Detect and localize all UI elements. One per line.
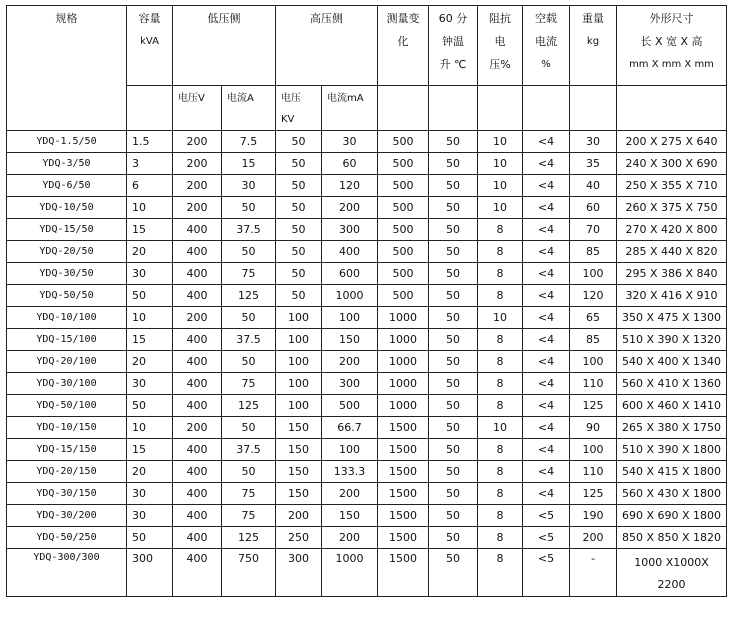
cell-dimensions: 1000 X1000X 2200 xyxy=(617,549,727,597)
cell-hv-voltage: 50 xyxy=(276,131,322,153)
cell-lv-voltage: 200 xyxy=(173,417,222,439)
cell-hv-current: 600 xyxy=(322,263,378,285)
table-row xyxy=(7,527,727,549)
cell-lv-current: 37.5 xyxy=(222,439,276,461)
cell-noload-current: <4 xyxy=(523,483,570,505)
cell-ratio: 1500 xyxy=(378,461,429,483)
cell-temp-rise: 50 xyxy=(429,329,478,351)
cell-impedance: 8 xyxy=(478,483,523,505)
cell-dimensions: 600 X 460 X 1410 xyxy=(617,395,727,417)
cell-dimensions: 270 X 420 X 800 xyxy=(617,219,727,241)
cell-model: YDQ-50/250 xyxy=(7,527,127,549)
cell-lv-current: 50 xyxy=(222,461,276,483)
cell-noload-current: <4 xyxy=(523,263,570,285)
cell-dimensions: 260 X 375 X 750 xyxy=(617,197,727,219)
cell-dimensions: 265 X 380 X 1750 xyxy=(617,417,727,439)
cell-impedance: 8 xyxy=(478,241,523,263)
cell-weight: 60 xyxy=(570,197,617,219)
cell-temp-rise: 50 xyxy=(429,395,478,417)
cell-model: YDQ-30/100 xyxy=(7,373,127,395)
cell-model: YDQ-30/200 xyxy=(7,505,127,527)
header-high-voltage-side: 高压侧 xyxy=(276,6,378,86)
cell-ratio: 500 xyxy=(378,241,429,263)
cell-hv-voltage: 100 xyxy=(276,307,322,329)
cell-weight: 85 xyxy=(570,329,617,351)
header-weight: 重量 kg xyxy=(570,6,617,86)
cell-impedance: 8 xyxy=(478,351,523,373)
cell-lv-voltage: 400 xyxy=(173,439,222,461)
cell-capacity: 20 xyxy=(127,241,173,263)
cell-ratio: 500 xyxy=(378,197,429,219)
cell-dimensions: 510 X 390 X 1320 xyxy=(617,329,727,351)
cell-ratio: 500 xyxy=(378,263,429,285)
header-low-voltage-side: 低压侧 xyxy=(173,6,276,86)
table-row xyxy=(7,329,727,351)
cell-hv-current: 400 xyxy=(322,241,378,263)
cell-capacity: 30 xyxy=(127,373,173,395)
cell-hv-current: 100 xyxy=(322,439,378,461)
table-row xyxy=(7,483,727,505)
table-row xyxy=(7,395,727,417)
cell-noload-current: <4 xyxy=(523,197,570,219)
cell-temp-rise: 50 xyxy=(429,351,478,373)
cell-lv-voltage: 400 xyxy=(173,395,222,417)
cell-hv-voltage: 250 xyxy=(276,527,322,549)
cell-model: YDQ-30/50 xyxy=(7,263,127,285)
cell-temp-rise: 50 xyxy=(429,219,478,241)
cell-impedance: 8 xyxy=(478,461,523,483)
cell-model: YDQ-20/100 xyxy=(7,351,127,373)
cell-model: YDQ-50/50 xyxy=(7,285,127,307)
cell-weight: 200 xyxy=(570,527,617,549)
table-row xyxy=(7,351,727,373)
cell-ratio: 500 xyxy=(378,131,429,153)
cell-lv-current: 50 xyxy=(222,197,276,219)
cell-hv-current: 150 xyxy=(322,505,378,527)
cell-impedance: 8 xyxy=(478,285,523,307)
cell-hv-current: 66.7 xyxy=(322,417,378,439)
cell-weight: 65 xyxy=(570,307,617,329)
cell-hv-voltage: 150 xyxy=(276,439,322,461)
cell-temp-rise: 50 xyxy=(429,461,478,483)
header-blank xyxy=(570,86,617,131)
cell-dimensions: 690 X 690 X 1800 xyxy=(617,505,727,527)
table-row xyxy=(7,461,727,483)
cell-lv-current: 125 xyxy=(222,395,276,417)
cell-ratio: 1000 xyxy=(378,307,429,329)
cell-lv-voltage: 400 xyxy=(173,461,222,483)
cell-model: YDQ-10/50 xyxy=(7,197,127,219)
cell-impedance: 10 xyxy=(478,131,523,153)
cell-dimensions: 560 X 410 X 1360 xyxy=(617,373,727,395)
cell-weight: 70 xyxy=(570,219,617,241)
cell-hv-current: 200 xyxy=(322,483,378,505)
cell-weight: 110 xyxy=(570,461,617,483)
cell-temp-rise: 50 xyxy=(429,373,478,395)
header-hv-current: 电流mA xyxy=(322,86,378,131)
cell-hv-current: 100 xyxy=(322,307,378,329)
cell-noload-current: <4 xyxy=(523,307,570,329)
cell-lv-current: 30 xyxy=(222,175,276,197)
cell-weight: 35 xyxy=(570,153,617,175)
cell-capacity: 6 xyxy=(127,175,173,197)
cell-noload-current: <4 xyxy=(523,351,570,373)
cell-noload-current: <4 xyxy=(523,285,570,307)
cell-impedance: 8 xyxy=(478,263,523,285)
header-capacity: 容量 kVA xyxy=(127,6,173,86)
header-blank xyxy=(523,86,570,131)
cell-dimensions: 295 X 386 X 840 xyxy=(617,263,727,285)
cell-temp-rise: 50 xyxy=(429,131,478,153)
cell-ratio: 1000 xyxy=(378,395,429,417)
cell-hv-voltage: 150 xyxy=(276,417,322,439)
cell-hv-current: 1000 xyxy=(322,549,378,597)
cell-hv-voltage: 100 xyxy=(276,351,322,373)
header-impedance-voltage: 阻抗 电 压% xyxy=(478,6,523,86)
cell-impedance: 8 xyxy=(478,329,523,351)
cell-model: YDQ-20/50 xyxy=(7,241,127,263)
cell-temp-rise: 50 xyxy=(429,263,478,285)
cell-ratio: 1500 xyxy=(378,549,429,597)
cell-capacity: 300 xyxy=(127,549,173,597)
cell-impedance: 10 xyxy=(478,417,523,439)
header-lv-current: 电流A xyxy=(222,86,276,131)
cell-noload-current: <4 xyxy=(523,417,570,439)
cell-lv-voltage: 400 xyxy=(173,263,222,285)
cell-capacity: 20 xyxy=(127,461,173,483)
cell-lv-voltage: 400 xyxy=(173,527,222,549)
cell-lv-current: 125 xyxy=(222,285,276,307)
cell-dimensions: 510 X 390 X 1800 xyxy=(617,439,727,461)
cell-lv-voltage: 200 xyxy=(173,197,222,219)
cell-dimensions: 350 X 475 X 1300 xyxy=(617,307,727,329)
header-ratio: 测量变 化 xyxy=(378,6,429,86)
cell-lv-current: 75 xyxy=(222,373,276,395)
cell-hv-voltage: 100 xyxy=(276,373,322,395)
header-blank xyxy=(478,86,523,131)
cell-weight: 40 xyxy=(570,175,617,197)
table-row xyxy=(7,153,727,175)
cell-dimensions: 850 X 850 X 1820 xyxy=(617,527,727,549)
cell-lv-current: 75 xyxy=(222,483,276,505)
cell-lv-current: 37.5 xyxy=(222,219,276,241)
cell-ratio: 1500 xyxy=(378,439,429,461)
table-row xyxy=(7,505,727,527)
cell-ratio: 1500 xyxy=(378,483,429,505)
cell-capacity: 50 xyxy=(127,527,173,549)
cell-noload-current: <5 xyxy=(523,527,570,549)
cell-lv-voltage: 200 xyxy=(173,153,222,175)
header-blank xyxy=(617,86,727,131)
table-row xyxy=(7,373,727,395)
cell-ratio: 1000 xyxy=(378,351,429,373)
cell-lv-current: 750 xyxy=(222,549,276,597)
cell-ratio: 1500 xyxy=(378,417,429,439)
cell-model: YDQ-300/300 xyxy=(7,549,127,597)
header-noload-current: 空载 电流 % xyxy=(523,6,570,86)
cell-impedance: 10 xyxy=(478,307,523,329)
cell-impedance: 10 xyxy=(478,175,523,197)
table-row xyxy=(7,219,727,241)
cell-model: YDQ-10/100 xyxy=(7,307,127,329)
header-lv-voltage: 电压V xyxy=(173,86,222,131)
table-row xyxy=(7,241,727,263)
cell-model: YDQ-15/50 xyxy=(7,219,127,241)
cell-lv-voltage: 400 xyxy=(173,329,222,351)
cell-lv-current: 50 xyxy=(222,241,276,263)
cell-lv-voltage: 400 xyxy=(173,549,222,597)
cell-hv-voltage: 150 xyxy=(276,483,322,505)
cell-hv-current: 200 xyxy=(322,351,378,373)
cell-temp-rise: 50 xyxy=(429,505,478,527)
cell-temp-rise: 50 xyxy=(429,175,478,197)
cell-weight: 120 xyxy=(570,285,617,307)
cell-model: YDQ-1.5/50 xyxy=(7,131,127,153)
cell-impedance: 8 xyxy=(478,527,523,549)
cell-hv-voltage: 100 xyxy=(276,329,322,351)
cell-model: YDQ-3/50 xyxy=(7,153,127,175)
cell-ratio: 500 xyxy=(378,153,429,175)
cell-weight: 125 xyxy=(570,483,617,505)
cell-weight: 125 xyxy=(570,395,617,417)
cell-ratio: 500 xyxy=(378,219,429,241)
cell-lv-voltage: 400 xyxy=(173,373,222,395)
cell-hv-voltage: 300 xyxy=(276,549,322,597)
cell-hv-current: 300 xyxy=(322,219,378,241)
cell-impedance: 10 xyxy=(478,153,523,175)
cell-dimensions: 250 X 355 X 710 xyxy=(617,175,727,197)
cell-lv-current: 75 xyxy=(222,263,276,285)
cell-capacity: 30 xyxy=(127,263,173,285)
cell-noload-current: <4 xyxy=(523,461,570,483)
table-row xyxy=(7,263,727,285)
cell-dimensions: 320 X 416 X 910 xyxy=(617,285,727,307)
cell-capacity: 10 xyxy=(127,307,173,329)
cell-temp-rise: 50 xyxy=(429,417,478,439)
cell-hv-current: 300 xyxy=(322,373,378,395)
cell-ratio: 1000 xyxy=(378,373,429,395)
cell-hv-voltage: 50 xyxy=(276,241,322,263)
cell-lv-voltage: 200 xyxy=(173,175,222,197)
header-blank xyxy=(429,86,478,131)
cell-hv-current: 30 xyxy=(322,131,378,153)
table-row xyxy=(7,285,727,307)
cell-ratio: 1500 xyxy=(378,505,429,527)
cell-capacity: 30 xyxy=(127,505,173,527)
cell-hv-voltage: 50 xyxy=(276,175,322,197)
cell-capacity: 3 xyxy=(127,153,173,175)
cell-capacity: 20 xyxy=(127,351,173,373)
table-row xyxy=(7,307,727,329)
cell-model: YDQ-6/50 xyxy=(7,175,127,197)
cell-model: YDQ-15/100 xyxy=(7,329,127,351)
table-row xyxy=(7,439,727,461)
table-row xyxy=(7,197,727,219)
cell-lv-voltage: 400 xyxy=(173,505,222,527)
cell-lv-voltage: 400 xyxy=(173,351,222,373)
cell-hv-current: 133.3 xyxy=(322,461,378,483)
cell-noload-current: <4 xyxy=(523,439,570,461)
cell-temp-rise: 50 xyxy=(429,153,478,175)
header-capacity-blank xyxy=(127,86,173,131)
cell-temp-rise: 50 xyxy=(429,439,478,461)
cell-hv-voltage: 100 xyxy=(276,395,322,417)
cell-dimensions: 285 X 440 X 820 xyxy=(617,241,727,263)
cell-temp-rise: 50 xyxy=(429,527,478,549)
cell-lv-voltage: 400 xyxy=(173,483,222,505)
cell-noload-current: <4 xyxy=(523,329,570,351)
cell-noload-current: <4 xyxy=(523,395,570,417)
cell-lv-voltage: 400 xyxy=(173,241,222,263)
cell-lv-current: 7.5 xyxy=(222,131,276,153)
table-row xyxy=(7,549,727,597)
cell-hv-current: 1000 xyxy=(322,285,378,307)
cell-temp-rise: 50 xyxy=(429,241,478,263)
cell-temp-rise: 50 xyxy=(429,549,478,597)
cell-lv-current: 50 xyxy=(222,417,276,439)
cell-noload-current: <5 xyxy=(523,505,570,527)
cell-lv-current: 50 xyxy=(222,307,276,329)
cell-capacity: 10 xyxy=(127,197,173,219)
header-blank xyxy=(378,86,429,131)
table-row xyxy=(7,417,727,439)
cell-noload-current: <4 xyxy=(523,219,570,241)
table-row xyxy=(7,175,727,197)
header-hv-voltage: 电压 KV xyxy=(276,86,322,131)
header-model: 规格 xyxy=(7,6,127,131)
cell-impedance: 8 xyxy=(478,373,523,395)
cell-lv-voltage: 400 xyxy=(173,285,222,307)
cell-weight: 190 xyxy=(570,505,617,527)
cell-weight: 100 xyxy=(570,351,617,373)
cell-impedance: 8 xyxy=(478,219,523,241)
cell-hv-voltage: 50 xyxy=(276,153,322,175)
cell-ratio: 500 xyxy=(378,285,429,307)
cell-hv-current: 150 xyxy=(322,329,378,351)
cell-dimensions: 540 X 400 X 1340 xyxy=(617,351,727,373)
spec-table xyxy=(6,5,727,597)
cell-hv-voltage: 50 xyxy=(276,219,322,241)
cell-capacity: 15 xyxy=(127,329,173,351)
cell-noload-current: <5 xyxy=(523,549,570,597)
cell-model: YDQ-20/150 xyxy=(7,461,127,483)
cell-ratio: 500 xyxy=(378,175,429,197)
cell-capacity: 50 xyxy=(127,395,173,417)
cell-lv-current: 37.5 xyxy=(222,329,276,351)
cell-noload-current: <4 xyxy=(523,373,570,395)
cell-model: YDQ-30/150 xyxy=(7,483,127,505)
cell-impedance: 8 xyxy=(478,395,523,417)
cell-hv-voltage: 200 xyxy=(276,505,322,527)
cell-lv-voltage: 200 xyxy=(173,131,222,153)
cell-weight: 90 xyxy=(570,417,617,439)
cell-lv-current: 15 xyxy=(222,153,276,175)
cell-noload-current: <4 xyxy=(523,131,570,153)
cell-impedance: 8 xyxy=(478,549,523,597)
cell-weight: 100 xyxy=(570,439,617,461)
cell-noload-current: <4 xyxy=(523,175,570,197)
cell-weight: 110 xyxy=(570,373,617,395)
cell-temp-rise: 50 xyxy=(429,307,478,329)
cell-ratio: 1500 xyxy=(378,527,429,549)
cell-ratio: 1000 xyxy=(378,329,429,351)
cell-capacity: 15 xyxy=(127,219,173,241)
cell-noload-current: <4 xyxy=(523,153,570,175)
cell-hv-current: 500 xyxy=(322,395,378,417)
cell-hv-current: 200 xyxy=(322,197,378,219)
header-temp-rise: 60 分 钟温 升 ℃ xyxy=(429,6,478,86)
cell-model: YDQ-10/150 xyxy=(7,417,127,439)
cell-impedance: 8 xyxy=(478,505,523,527)
cell-temp-rise: 50 xyxy=(429,197,478,219)
cell-model: YDQ-15/150 xyxy=(7,439,127,461)
cell-hv-voltage: 50 xyxy=(276,285,322,307)
cell-hv-current: 200 xyxy=(322,527,378,549)
cell-lv-current: 75 xyxy=(222,505,276,527)
cell-lv-current: 125 xyxy=(222,527,276,549)
cell-dimensions: 200 X 275 X 640 xyxy=(617,131,727,153)
cell-weight: 85 xyxy=(570,241,617,263)
cell-weight: 30 xyxy=(570,131,617,153)
cell-capacity: 10 xyxy=(127,417,173,439)
cell-weight: 100 xyxy=(570,263,617,285)
cell-lv-voltage: 400 xyxy=(173,219,222,241)
cell-hv-current: 120 xyxy=(322,175,378,197)
cell-hv-current: 60 xyxy=(322,153,378,175)
cell-temp-rise: 50 xyxy=(429,285,478,307)
cell-capacity: 15 xyxy=(127,439,173,461)
cell-temp-rise: 50 xyxy=(429,483,478,505)
header-dimensions: 外形尺寸 长 X 宽 X 高 mm X mm X mm xyxy=(617,6,727,86)
cell-lv-voltage: 200 xyxy=(173,307,222,329)
cell-hv-voltage: 50 xyxy=(276,263,322,285)
table-row xyxy=(7,131,727,153)
cell-lv-current: 50 xyxy=(222,351,276,373)
cell-dimensions: 240 X 300 X 690 xyxy=(617,153,727,175)
cell-impedance: 8 xyxy=(478,439,523,461)
cell-dimensions: 560 X 430 X 1800 xyxy=(617,483,727,505)
cell-weight: - xyxy=(570,549,617,597)
cell-capacity: 50 xyxy=(127,285,173,307)
cell-model: YDQ-50/100 xyxy=(7,395,127,417)
cell-impedance: 10 xyxy=(478,197,523,219)
cell-capacity: 30 xyxy=(127,483,173,505)
cell-hv-voltage: 150 xyxy=(276,461,322,483)
cell-capacity: 1.5 xyxy=(127,131,173,153)
cell-hv-voltage: 50 xyxy=(276,197,322,219)
cell-noload-current: <4 xyxy=(523,241,570,263)
cell-dimensions: 540 X 415 X 1800 xyxy=(617,461,727,483)
